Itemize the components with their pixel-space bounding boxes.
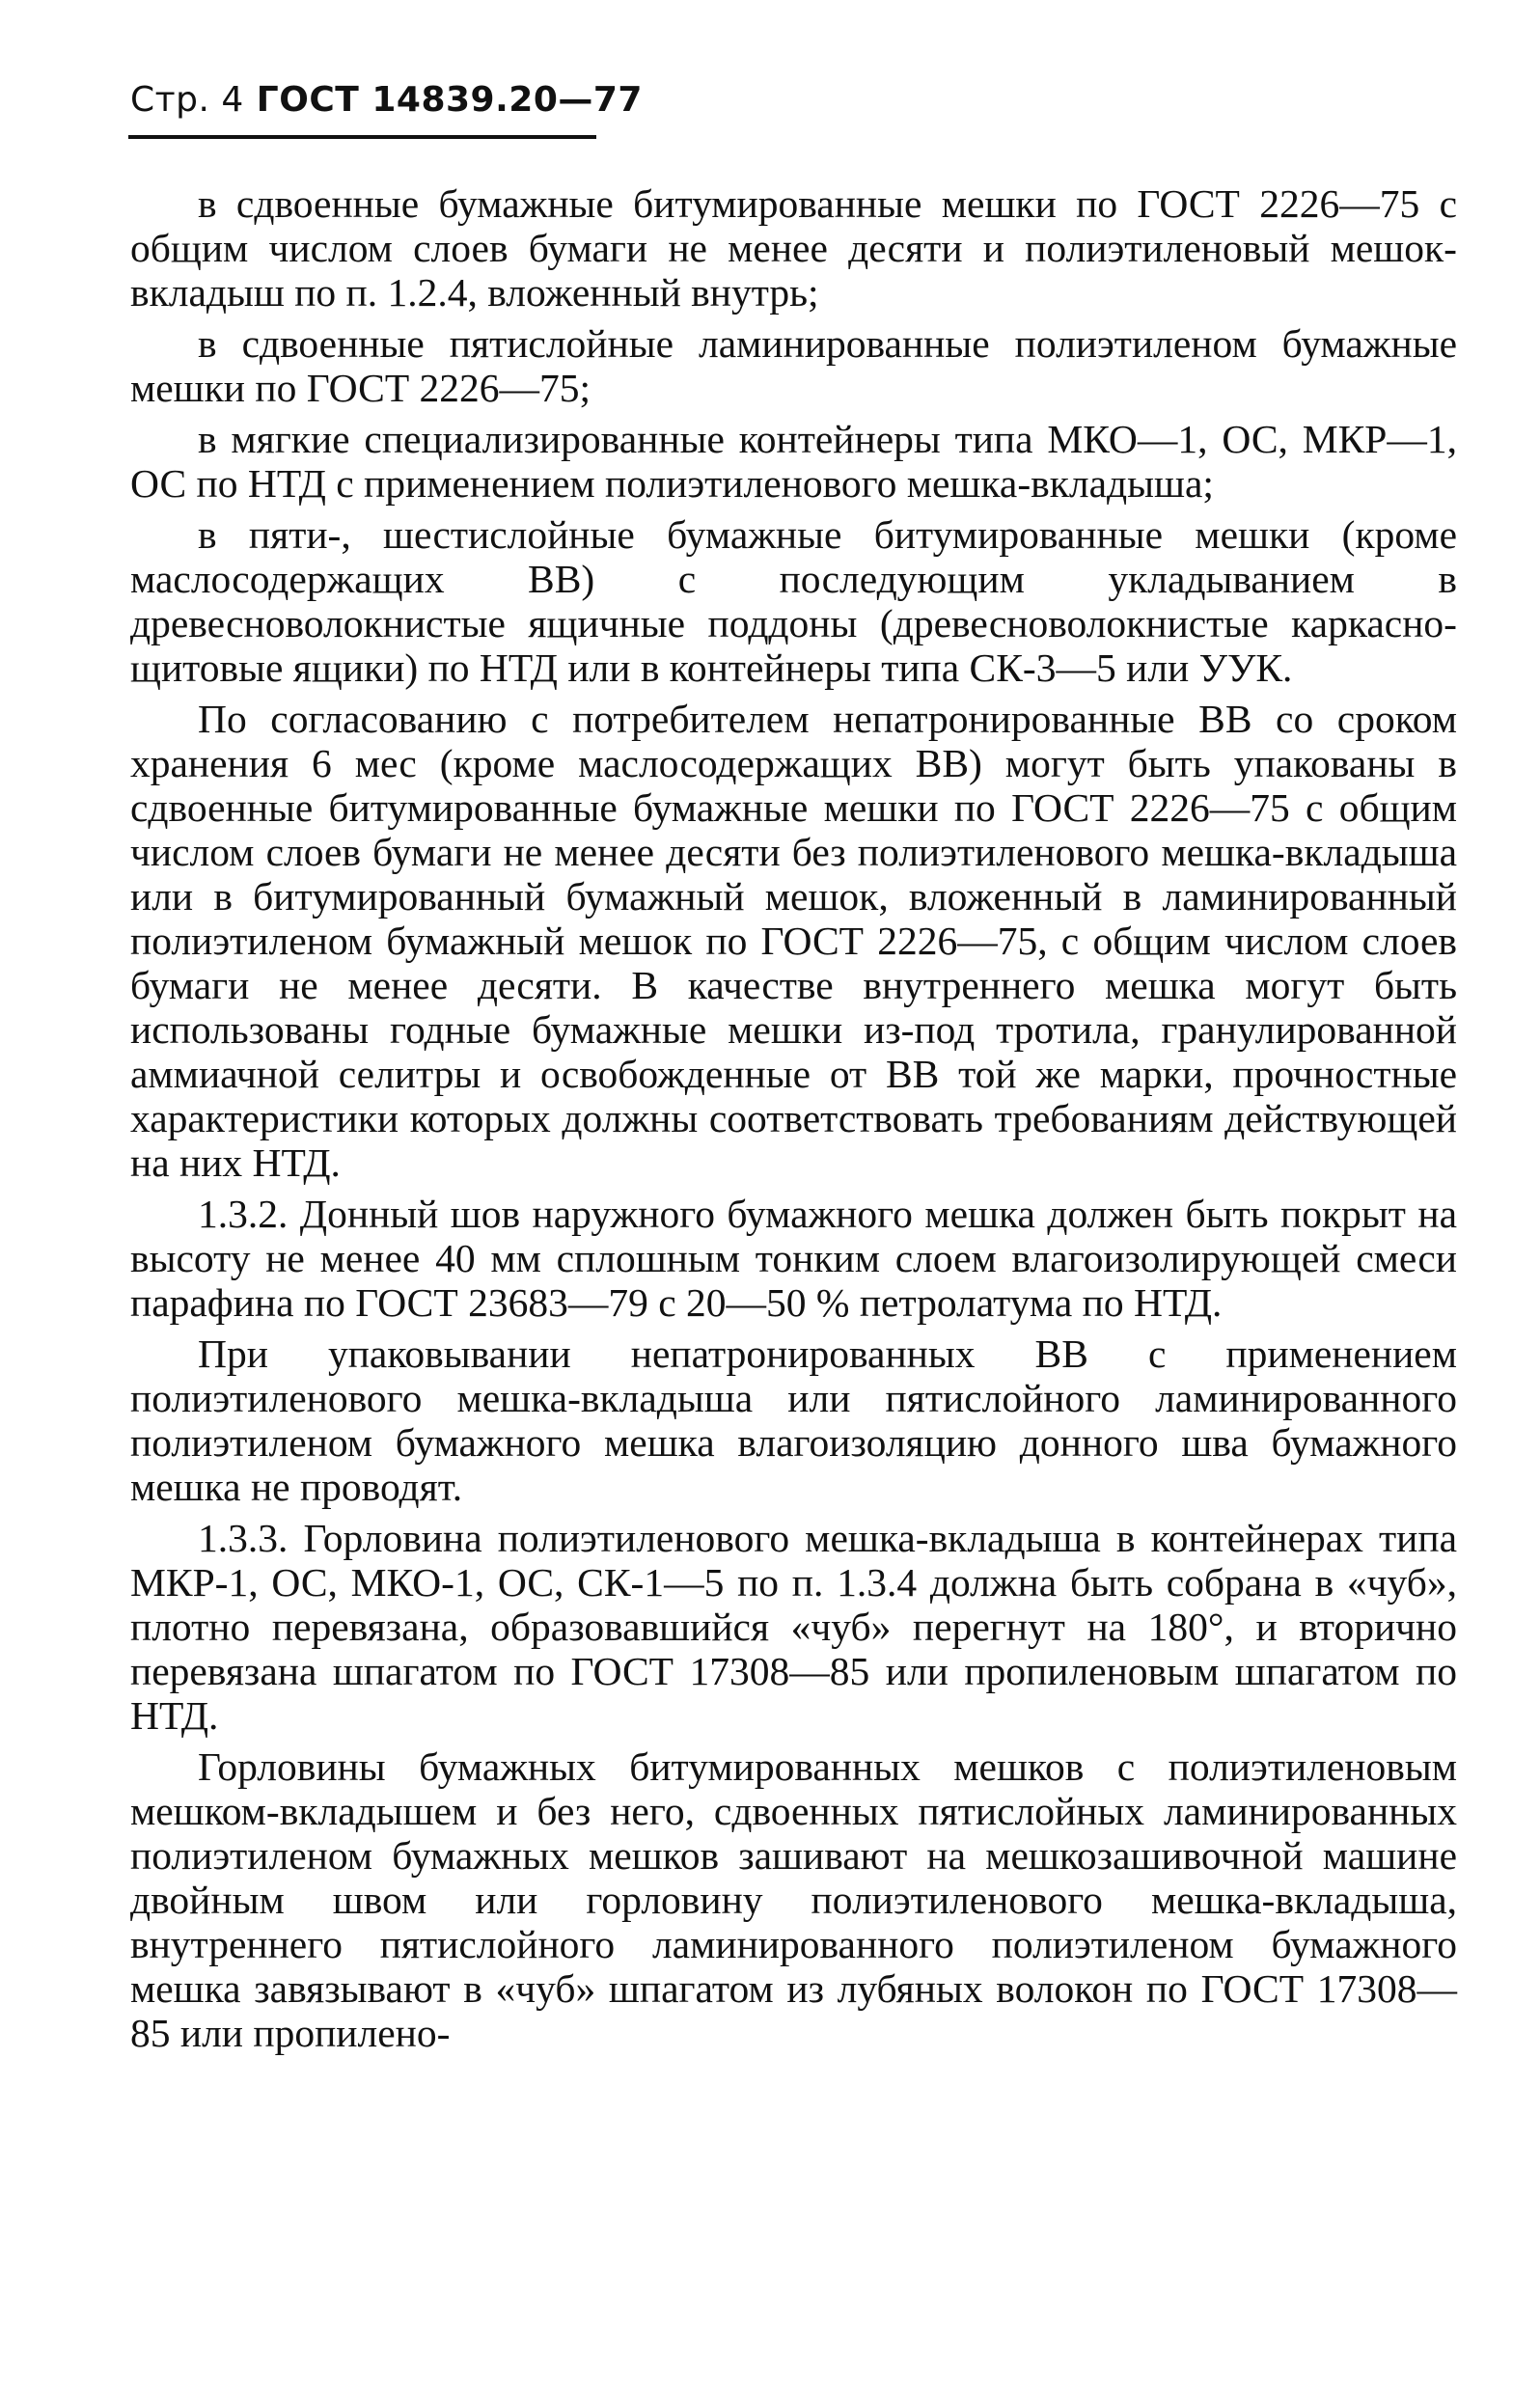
paragraph-item-soft-containers: в мягкие специализированные контейнеры типа МКО—1, ОС, МКР—1, ОС по НТД с применением полиэтиленового мешка-вкладыша; — [130, 417, 1457, 506]
paragraph-clause-1-3-2: 1.3.2. Донный шов наружного бумажного мешка должен быть покрыт на высоту не менее 40 мм сплошным тонким слоем влагоизолирующей смеси парафина по ГОСТ 23683—79 с 20—50 % петролатума по НТД. — [130, 1192, 1457, 1325]
page-number: Стр. 4 — [130, 80, 244, 120]
paragraph-moisture-insulation: При упаковывании непатронированных ВВ с применением полиэтиленового мешка-вкладыша или пятислойного ламинированного полиэтиленом бумажного мешка влагоизоляцию донного шва бумажного мешка не проводят. — [130, 1331, 1457, 1509]
document-body — [130, 181, 1457, 2062]
paragraph-clause-1-3-3: 1.3.3. Горловина полиэтиленового мешка-вкладыша в контейнерах типа МКР-1, ОС, МКО-1, ОС, СК-1—5 по п. 1.3.4 должна быть собрана в «чуб», плотно перевязана, образовавшийся «чуб» перегнут на 180°, и вторично перевязана шпагатом по ГОСТ 17308—85 или пропиленовым шпагатом по НТД. — [130, 1516, 1457, 1738]
standard-designation: ГОСТ 14839.20—77 — [256, 80, 643, 120]
page-header — [130, 80, 643, 120]
paragraph-item-multilayer-bags: в пяти-, шестислойные бумажные битумированные мешки (кроме маслосодержащих ВВ) с последующим укладыванием в древесноволокнистые ящичные поддоны (древесноволокнистые каркасно-щитовые ящики) по НТД или в контейнеры типа СК-3—5 или УУК. — [130, 512, 1457, 690]
paragraph-item-laminated-bags: в сдвоенные пятислойные ламинированные полиэтиленом бумажные мешки по ГОСТ 2226—75; — [130, 321, 1457, 410]
header-rule — [128, 135, 596, 139]
paragraph-item-bitumen-bags: в сдвоенные бумажные битумированные мешки по ГОСТ 2226—75 с общим числом слоев бумаги не менее десяти и полиэтиленовый мешок-вкладыш по п. 1.2.4, вложенный внутрь; — [130, 181, 1457, 315]
paragraph-consumer-agreement: По согласованию с потребителем непатронированные ВВ со сроком хранения 6 мес (кроме маслосодержащих ВВ) могут быть упакованы в сдвоенные битумированные бумажные мешки по ГОСТ 2226—75 с общим числом слоев бумаги не менее десяти без полиэтиленового мешка-вкладыша или в битумированный бумажный мешок, вложенный в ламинированный полиэтиленом бумажный мешок по ГОСТ 2226—75, с общим числом слоев бумаги не менее десяти. В качестве внутреннего мешка могут быть использованы годные бумажные мешки из-под тротила, гранулированной аммиачной селитры и освобожденные от ВВ той же марки, прочностные характеристики которых должны соответствовать требованиям действующей на них НТД. — [130, 697, 1457, 1185]
paragraph-bag-necks: Горловины бумажных битумированных мешков с полиэтиленовым мешком-вкладышем и без него, сдвоенных пятислойных ламинированных полиэтиленом бумажных мешков зашивают на мешкозашивочной машине двойным швом или горловину полиэтиленового мешка-вкладыша, внутреннего пятислойного ламинированного полиэтиленом бумажного мешка завязывают в «чуб» шпагатом из лубяных волокон по ГОСТ 17308—85 или пропилено- — [130, 1744, 1457, 2055]
